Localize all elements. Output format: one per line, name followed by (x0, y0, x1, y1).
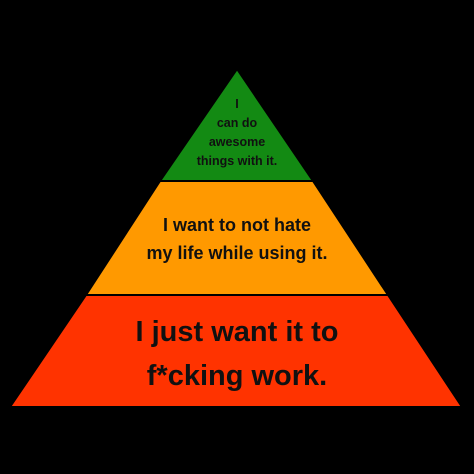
tier-bottom-line-1: I just want it to (135, 316, 339, 348)
tier-top-line-3: awesome (208, 135, 266, 149)
tier-middle-line-1: I want to not hate (163, 215, 311, 235)
pyramid-tier-middle (86, 181, 388, 295)
tier-top-line-1: I (235, 97, 239, 111)
tier-bottom-line-2: f*cking work. (146, 360, 328, 392)
tier-top-line-4: things with it. (196, 154, 278, 168)
tier-middle-line-2: my life while using it. (146, 243, 328, 263)
tier-top-line-2: can do (216, 116, 258, 130)
